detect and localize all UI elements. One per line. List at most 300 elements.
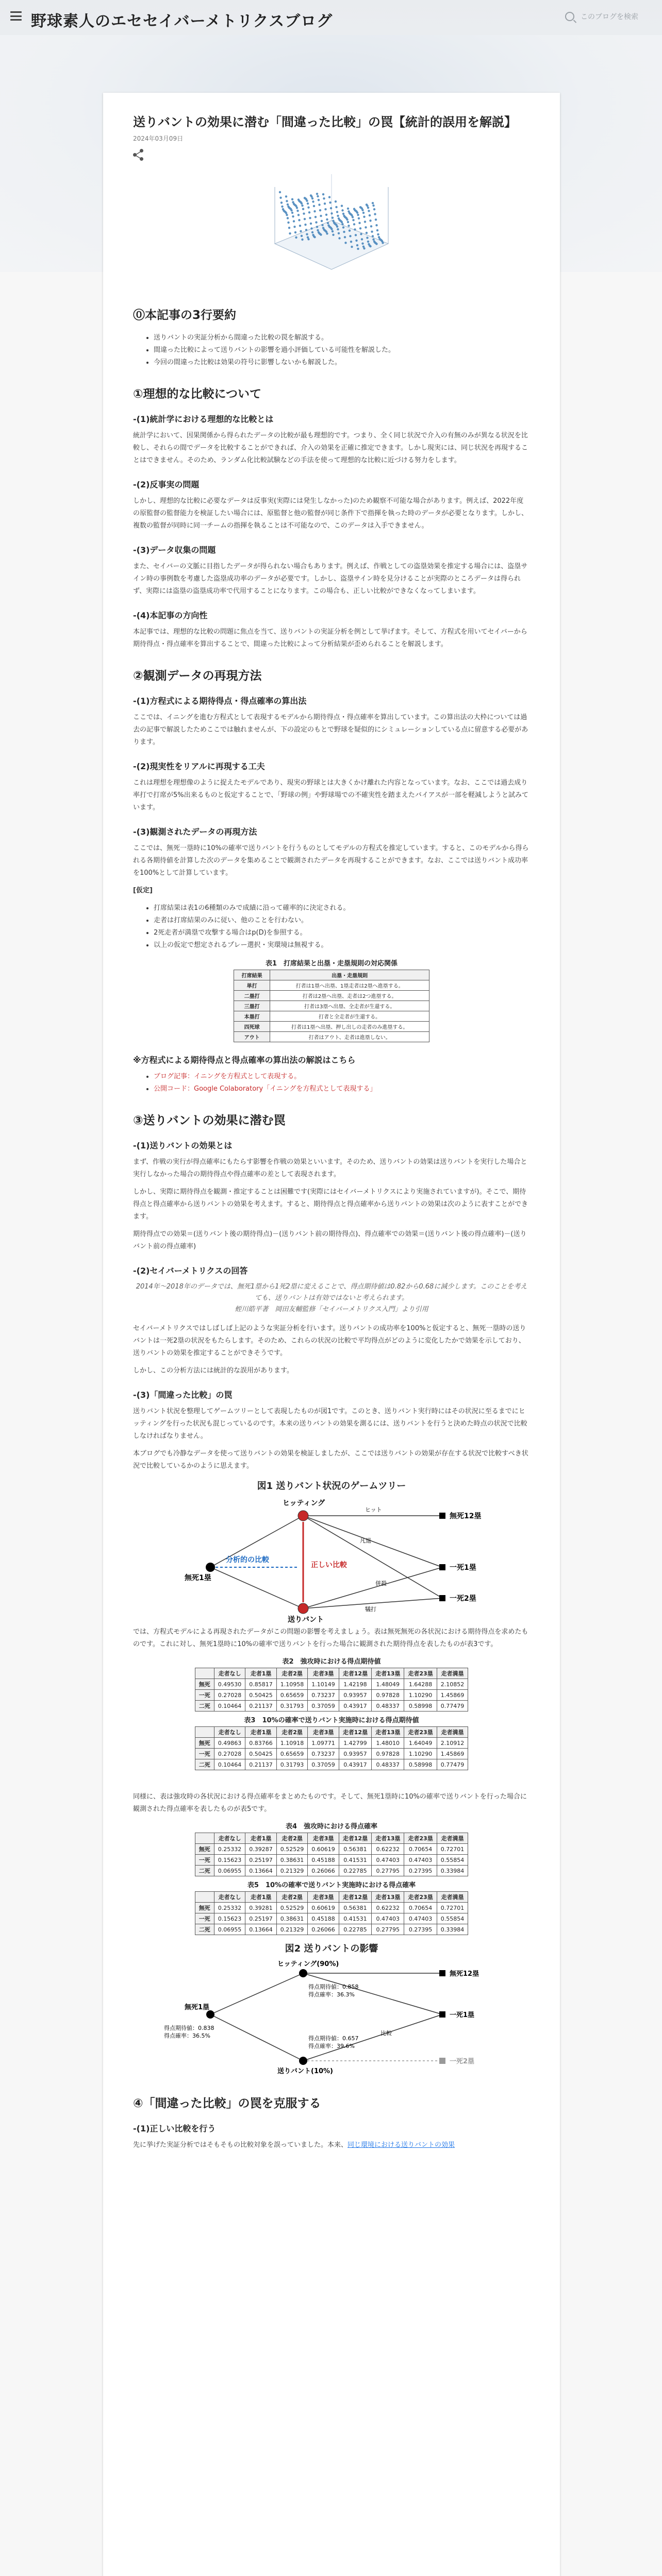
hero-dot xyxy=(310,227,312,229)
table-cell: 0.47403 xyxy=(404,1855,437,1866)
blog-title[interactable]: 野球素人のエセセイバーメトリクスブログ xyxy=(31,12,333,30)
table-cell: 1.42799 xyxy=(339,1738,371,1749)
hero-dot xyxy=(367,207,369,209)
hero-dot xyxy=(302,208,304,210)
table-cell: 1.42198 xyxy=(339,1679,371,1690)
table4 xyxy=(195,1833,468,1876)
hero-dot xyxy=(321,224,323,226)
fig1-n2: 一死1塁 xyxy=(450,1564,476,1572)
fig2-bunt-v1: 得点期待値：0.657 xyxy=(308,2035,359,2042)
table2 xyxy=(195,1668,468,1711)
table-row xyxy=(195,1866,468,1876)
hero-dot xyxy=(336,211,338,213)
hero-dot xyxy=(352,219,354,221)
fig1-n3: 一死2塁 xyxy=(450,1595,476,1603)
table-row xyxy=(195,1913,468,1924)
fig1-right: 正しい比較 xyxy=(311,1561,347,1569)
hero-dot xyxy=(356,244,358,246)
hero-dot xyxy=(335,206,337,208)
table-header: 走者満塁 xyxy=(437,1892,468,1903)
hero-dot xyxy=(318,204,320,206)
figure2 xyxy=(133,1958,530,2078)
hero-dot xyxy=(297,214,300,216)
hero-dot xyxy=(316,193,318,195)
table-cell: 0.37059 xyxy=(308,1759,339,1770)
hero-dot xyxy=(307,238,309,240)
list-item: • 走者は打席結果のみに従い、他のことを行わない。 xyxy=(154,914,530,927)
table-cell: 0.58998 xyxy=(404,1759,437,1770)
hero-dot xyxy=(347,225,350,227)
table-cell: 0.39287 xyxy=(245,1844,277,1855)
fig1-edge-out: 凡退 xyxy=(360,1537,371,1544)
hero-dot xyxy=(369,214,371,216)
table-cell: 0.37059 xyxy=(308,1701,339,1711)
table-cell: 本塁打 xyxy=(234,1011,270,1022)
table-header: 走者12塁 xyxy=(339,1892,371,1903)
table-cell: 0.50425 xyxy=(245,1690,277,1701)
table1-caption: 表1 打席結果と出塁・走塁規則の対応関係 xyxy=(265,960,398,968)
hero-dot xyxy=(376,229,378,231)
table-cell: 四死球 xyxy=(234,1022,270,1032)
table-cell: アウト xyxy=(234,1032,270,1042)
fig1-edge-hit: ヒット xyxy=(365,1506,382,1513)
paragraph: では、方程式モデルによる再現されたデータがこの問題の影響を考えましょう。表は無死無死の各状況における期待得点を求めたものです。これに対し、無死1塁時に10%の確率で送りバントを行った場合に観測された期待得点を表したものが表3です。 xyxy=(133,1628,528,1648)
node-bunt xyxy=(298,1603,308,1614)
table-cell: 1.10290 xyxy=(404,1690,437,1701)
table-cell: 0.47403 xyxy=(372,1855,404,1866)
table3-caption: 表3 10%の確率で送りバント実施時における得点期待値 xyxy=(244,1717,419,1724)
subheading: -(1)統計学における理想的な比較とは xyxy=(133,414,274,424)
blog-link: ブログ記事：イニングを方程式として表現する。 xyxy=(154,1073,301,1080)
table-cell: 0.83766 xyxy=(245,1738,277,1749)
table-header xyxy=(195,1727,214,1738)
list-item: • 打席結果は表1の6種類のみで成績に沿って確率的に決定される。 xyxy=(154,902,530,914)
hero-dot xyxy=(286,214,288,216)
table-cell: 0.31793 xyxy=(276,1701,308,1711)
paragraph: 本記事では、理想的な比較の問題に焦点を当て、送りバントの実証分析を例として挙げます。そして、方程式を用いてセイバーから期待得点・得点確率を算出することで、間違った比較によって分析結果が歪められることを解説します。 xyxy=(133,628,527,648)
table-cell: 0.56381 xyxy=(339,1844,371,1855)
table-cell: 0.33984 xyxy=(437,1866,468,1876)
hero-dot xyxy=(346,218,348,221)
hero-dot xyxy=(341,223,343,225)
table-cell: 0.65659 xyxy=(276,1690,308,1701)
post-card xyxy=(103,93,560,2576)
hero-dot xyxy=(285,212,287,214)
table-cell: 0.26066 xyxy=(308,1924,339,1935)
table-cell: 0.58998 xyxy=(404,1701,437,1711)
share-icon[interactable] xyxy=(133,149,145,161)
table-cell: 0.77479 xyxy=(437,1759,468,1770)
summary-list xyxy=(133,332,530,369)
table-row xyxy=(195,1855,468,1866)
table-header: 走者23塁 xyxy=(404,1668,437,1679)
hero-dot xyxy=(351,246,353,248)
hero-dot xyxy=(306,200,308,202)
hero-dot xyxy=(332,230,334,232)
hero-dot xyxy=(357,214,359,216)
paragraph: 期待得点での効果＝(送りバント後の期待得点)－(送りバント前の期待得点)、得点確率での効果＝(送りバント後の得点確率)－(送りバント前の得点確率) xyxy=(133,1230,527,1250)
hero-dot xyxy=(296,207,298,209)
table-header xyxy=(195,1892,214,1903)
table-cell: 0.26066 xyxy=(308,1866,339,1876)
table-cell: 0.47403 xyxy=(404,1913,437,1924)
node-hit xyxy=(298,1511,308,1521)
hero-dot xyxy=(289,232,291,234)
table-header: 走者2塁 xyxy=(276,1727,308,1738)
table-cell: 0.43917 xyxy=(339,1759,371,1770)
hero-dot xyxy=(295,236,297,239)
table-cell: 0.10464 xyxy=(214,1701,245,1711)
hero-dot xyxy=(350,241,352,243)
section-ideal-comparison-heading: ①理想的な比較について xyxy=(133,387,262,401)
hero-dot xyxy=(288,227,290,229)
paragraph: 送りバント状況を整理してゲームツリーとして表現したものが図1です。このとき、送りバント実行時にはその状況に至るまでにヒッティングを行った状況も混じっているのです。本来の送りバントの効果を測るには、送りバントを行うと決めた時点の状況で比較しなければなりません。 xyxy=(133,1408,527,1440)
hero-dot xyxy=(358,222,360,224)
table-header: 走者13塁 xyxy=(372,1892,404,1903)
table-header: 走者1塁 xyxy=(245,1892,277,1903)
table-cell: 二死 xyxy=(195,1759,214,1770)
table-row xyxy=(195,1679,468,1690)
table-cell: 0.27795 xyxy=(372,1866,404,1876)
table-cell: 1.09771 xyxy=(308,1738,339,1749)
hero-dot xyxy=(332,216,334,218)
paragraph: これは理想を理想像のように捉えたモデルであり、現実の野球とは大きくかけ離れた内容となっています。なお、ここでは過去成り率打で打席が5%出来るものと仮定することで、「野球の例」や野球場での不確実性を踏まえたバイアスが一部を軽減しようと試みています。 xyxy=(133,779,528,811)
subheading: -(2)セイバーメトリクスの回答 xyxy=(133,1266,248,1276)
subheading: -(3)観測されたデータの再現方法 xyxy=(133,827,257,837)
table-cell: 1.10149 xyxy=(308,1679,339,1690)
fig1-edge-sac: 犠打 xyxy=(365,1606,376,1613)
table-cell: 0.31793 xyxy=(276,1759,308,1770)
table-header: 走者1塁 xyxy=(245,1727,277,1738)
hero-dot xyxy=(347,221,349,223)
hero-dot xyxy=(360,233,362,235)
hero-dot xyxy=(326,218,328,221)
paragraph xyxy=(133,2139,530,2151)
hero-dot xyxy=(319,209,321,211)
subheading: -(2)現実性をリアルに再現する工夫 xyxy=(133,761,265,771)
hero-dot xyxy=(367,241,369,243)
quote xyxy=(133,1281,530,1315)
hero-dot xyxy=(359,227,361,229)
figure2-title: 図2 送りバントの影響 xyxy=(285,1943,378,1954)
hero-dot xyxy=(325,214,327,216)
hero-dot xyxy=(355,234,357,236)
fig2-n1: 無死12塁 xyxy=(450,1970,479,1978)
inline-link[interactable]: 同じ環境における送りバントの効果 xyxy=(347,2141,455,2149)
paragraph: 同様に、表は強攻時の各状況における得点確率をまとめたものです。そして、無死1塁時に10%の確率で送りバントを行った場合に観測された得点確率を表したものが表5です。 xyxy=(133,1793,527,1813)
list-item[interactable] xyxy=(154,1083,530,1095)
top-bar xyxy=(0,0,662,35)
table-cell: 0.97828 xyxy=(372,1690,404,1701)
table-cell: 0.06955 xyxy=(214,1866,245,1876)
table-cell: 0.62232 xyxy=(372,1903,404,1913)
table-header: 走者23塁 xyxy=(404,1892,437,1903)
table-header: 走者なし xyxy=(214,1892,245,1903)
hero-dot xyxy=(291,212,293,214)
table-cell: 0.13664 xyxy=(245,1924,277,1935)
fig1-wrong: 分析的の比較 xyxy=(226,1556,269,1564)
hero-dot xyxy=(332,234,334,236)
fig2-bunt-v2: 得点確率：39.6% xyxy=(308,2043,355,2049)
hero-dot xyxy=(337,228,339,230)
hero-dot xyxy=(311,231,313,233)
table-header: 走者12塁 xyxy=(339,1833,371,1844)
table-row xyxy=(234,1001,429,1011)
hero-dot xyxy=(347,208,349,210)
hero-dot xyxy=(279,191,281,193)
hero-dot xyxy=(320,215,322,217)
hero-dot xyxy=(324,202,326,205)
table-cell: 0.43917 xyxy=(339,1701,371,1711)
table-cell: 0.93957 xyxy=(339,1749,371,1759)
table-cell: 1.10958 xyxy=(276,1679,308,1690)
hero-dot xyxy=(362,212,365,214)
hero-dot xyxy=(326,232,328,234)
hero-dot xyxy=(308,211,310,213)
table-header: 走者満塁 xyxy=(437,1727,468,1738)
hero-dot xyxy=(382,242,384,244)
hero-dot xyxy=(342,213,344,215)
list-item: • 送りバントの実証分析から間違った比較の罠を解説する。 xyxy=(154,332,530,344)
table-cell: 0.22785 xyxy=(339,1924,371,1935)
table-cell: 0.13664 xyxy=(245,1866,277,1876)
hero-dot xyxy=(301,202,303,205)
table-header xyxy=(195,1833,214,1844)
table-cell: 0.48337 xyxy=(372,1759,404,1770)
subheading: -(3)データ収集の問題 xyxy=(133,545,216,555)
table-header: 走者3塁 xyxy=(308,1668,339,1679)
table-header: 走者13塁 xyxy=(372,1727,404,1738)
table-cell: 一死 xyxy=(195,1855,214,1866)
table-cell: 打者は1塁へ出塁、1塁走者は2塁へ進塁する。 xyxy=(270,980,429,991)
search-placeholder[interactable]: このブログを検索 xyxy=(581,13,638,21)
table-row xyxy=(195,1759,468,1770)
table-cell: 2.10912 xyxy=(437,1738,468,1749)
hero-dot xyxy=(315,216,317,218)
table-cell: 0.21329 xyxy=(276,1924,308,1935)
hero-dot xyxy=(358,217,360,219)
node-n3 xyxy=(439,1595,445,1601)
table-cell: 0.48337 xyxy=(372,1701,404,1711)
table-cell: 0.55854 xyxy=(437,1855,468,1866)
table3 xyxy=(195,1726,468,1770)
hero-dot xyxy=(298,219,300,221)
search-icon[interactable] xyxy=(565,12,574,21)
table-cell: 一死 xyxy=(195,1749,214,1759)
table-cell: 0.25197 xyxy=(245,1913,277,1924)
hero-dot xyxy=(306,233,308,235)
table-cell: 1.45869 xyxy=(437,1690,468,1701)
hero-dot xyxy=(352,216,354,218)
paragraph: しかし、実際に期待得点を観測・推定することは困難です(実際にはセイバーメトリクスにより実施されていますが)。そこで、期待得点と得点確率から送りバントの効果を考えます。すると、期待得点と得点確率から送りバントの効果は次のように表すことができます。 xyxy=(133,1188,528,1221)
table-cell: 0.72701 xyxy=(437,1844,468,1855)
hero-dot xyxy=(313,210,316,212)
hero-dot xyxy=(338,237,340,239)
list-item: • 今回の間違った比較は効果の符号に影響しないかも解説した。 xyxy=(154,357,530,369)
hero-dot xyxy=(372,239,374,241)
list-item: • 以上の仮定で想定されるプレー選択・実環境は無視する。 xyxy=(154,939,530,952)
fig2-hit-v1: 得点期待値：0.858 xyxy=(308,1984,359,1990)
table-cell: 三塁打 xyxy=(234,1001,270,1011)
quote-source: 蛭川皓平著 岡田友輔監修「セイバーメトリクス入門」より引用 xyxy=(235,1306,428,1313)
hero-dot xyxy=(357,248,359,250)
hero-dot xyxy=(361,243,363,245)
table-header: 走者なし xyxy=(214,1727,245,1738)
hero-dot xyxy=(318,199,320,201)
hero-dot xyxy=(342,226,344,228)
hero-dot xyxy=(375,218,377,221)
fig2-hit: ヒッティング(90%) xyxy=(277,1960,339,1968)
table-cell: 無死 xyxy=(195,1679,214,1690)
table-cell: 0.97828 xyxy=(372,1749,404,1759)
table-header: 走者1塁 xyxy=(245,1668,277,1679)
hero-dot xyxy=(304,218,306,220)
section-reproduction-heading: ②観測データの再現方法 xyxy=(133,669,262,683)
hero-dot xyxy=(287,222,289,224)
table-cell: 二死 xyxy=(195,1924,214,1935)
hero-dot xyxy=(280,201,283,204)
post-date: 2024年03月09日 xyxy=(133,135,184,142)
fig1-hit: ヒッティング xyxy=(283,1499,325,1507)
node-start xyxy=(206,1563,215,1572)
table-cell: 二死 xyxy=(195,1701,214,1711)
table-header: 走者満塁 xyxy=(437,1833,468,1844)
hero-dot xyxy=(341,205,343,207)
paragraph: 本ブログでも冷静なデータを使って送りバントの効果を検証しましたが、ここでは送りバントの効果が存在する状況で比較すべき状況で比較しているかのように思えます。 xyxy=(133,1450,528,1470)
fig2-bunt: 送りバント(10%) xyxy=(277,2067,333,2075)
table-cell: 0.50425 xyxy=(245,1749,277,1759)
table-cell: 0.73237 xyxy=(308,1690,339,1701)
post-body xyxy=(133,113,530,2157)
table-cell: 0.25332 xyxy=(214,1844,245,1855)
hero-dot xyxy=(373,208,375,210)
hero-dot xyxy=(356,212,358,214)
table-cell: 一死 xyxy=(195,1913,214,1924)
paragraph: また、セイバーの文脈に目指したデータが得られない場合もあります。例えば、作戦としての盗塁効果を推定する場合には、盗塁サイン時の事例数を考慮した盗塁成功率のデータが必要です。しかし、盗塁サイン時を見分けることが実際のところデータは得られず、実際には盗塁の盗塁成功率で代用することになります。この場合も、正しい比較ができなくなってしまいます。 xyxy=(133,563,528,595)
table-cell: 0.52529 xyxy=(276,1903,308,1913)
table-cell: 0.21137 xyxy=(245,1701,277,1711)
table-row xyxy=(234,1022,429,1032)
table-cell: 0.41531 xyxy=(339,1913,371,1924)
table-row xyxy=(195,1844,468,1855)
table-cell: 0.49530 xyxy=(214,1679,245,1690)
fig1-bunt: 送りバント xyxy=(288,1616,324,1624)
table-cell: 0.33984 xyxy=(437,1924,468,1935)
hero-dot xyxy=(293,220,295,222)
subheading: -(1)送りバントの効果とは xyxy=(133,1141,233,1150)
table-cell: 0.56381 xyxy=(339,1903,371,1913)
hero-dot xyxy=(292,215,294,217)
table-cell: 0.22785 xyxy=(339,1866,371,1876)
table-cell: 0.73237 xyxy=(308,1749,339,1759)
hero-dot xyxy=(371,230,373,232)
table-header: 走者12塁 xyxy=(339,1668,371,1679)
hero-dot xyxy=(291,198,293,200)
table-row xyxy=(195,1738,468,1749)
link-list xyxy=(133,1071,530,1095)
hero-dot xyxy=(353,223,355,225)
table-cell: 0.21329 xyxy=(276,1866,308,1876)
hero-dot xyxy=(293,226,295,228)
hero-dot xyxy=(375,243,377,245)
subheading: -(4)本記事の方向性 xyxy=(133,611,208,620)
hero-dot xyxy=(281,206,283,208)
paragraph: しかし、理想的な比較に必要なデータは反事実(実際には発生しなかった)のため観察不可能な場合があります。例えば、2022年度の原監督の監督能力を検証したい場合には、原監督と他の監督が同じ条件下で指揮を執った時のデータが必要となります。しかし、複数の監督が同時に同一チームの指揮を執ることは不可能なので、このデータは入手できません。 xyxy=(133,497,528,530)
list-item[interactable] xyxy=(154,1071,530,1083)
post-title: 送りバントの効果に潜む「間違った比較」の罠【統計的誤用を解説】 xyxy=(133,115,517,129)
hero-dot xyxy=(375,224,377,226)
hero-dot xyxy=(349,229,351,231)
subheading: ※方程式による期待得点と得点確率の算出法の解説はこちら xyxy=(133,1055,356,1065)
hero-dot xyxy=(304,224,306,226)
table-cell: 0.72701 xyxy=(437,1903,468,1913)
fig2-compare: 比較 xyxy=(380,2030,392,2037)
fig2-start-v1: 得点期待値：0.838 xyxy=(164,2025,214,2031)
table-cell: 打者はアウト、走者は進塁しない。 xyxy=(270,1032,429,1042)
hero-dot xyxy=(287,204,289,206)
hero-dot xyxy=(303,212,305,214)
table-cell: 0.49863 xyxy=(214,1738,245,1749)
search-box[interactable] xyxy=(565,11,638,22)
hero-dot xyxy=(337,215,339,217)
table-cell: 0.10464 xyxy=(214,1759,245,1770)
table-cell: 0.45188 xyxy=(308,1913,339,1924)
table-cell: 0.70654 xyxy=(404,1844,437,1855)
node-n1 xyxy=(439,1513,445,1519)
table-header: 走者13塁 xyxy=(372,1668,404,1679)
table-row xyxy=(195,1903,468,1913)
hero-dot xyxy=(370,225,372,227)
table-header: 走者23塁 xyxy=(404,1833,437,1844)
assumption-list xyxy=(133,902,530,952)
paragraph: ここでは、イニングを進む方程式として表現するモデルから期待得点・得点確率を算出しています。この算出法の大枠については過去の記事で解説したためここでは触れませんが、下の設定のもとで野球を疑似的にシミュレーションしている点に留意する必要があります。 xyxy=(133,714,528,746)
table-cell: 打者と全走者が生還する。 xyxy=(270,1011,429,1022)
table-cell: 1.45869 xyxy=(437,1749,468,1759)
hero-dot xyxy=(316,226,318,228)
table-row xyxy=(234,991,429,1001)
hero-dot xyxy=(361,238,363,240)
hero-dot xyxy=(313,236,316,238)
hero-dot xyxy=(312,200,314,202)
fig2-hit-v2: 得点確率：36.3% xyxy=(308,1991,355,1998)
table-cell: 0.06955 xyxy=(214,1924,245,1935)
menu-icon[interactable] xyxy=(10,11,22,21)
hero-dot xyxy=(354,228,356,230)
table-cell: 0.55854 xyxy=(437,1913,468,1924)
hero-dot xyxy=(343,231,345,233)
hero-dot xyxy=(294,231,296,233)
table-cell: 単打 xyxy=(234,980,270,991)
list-item: • 2死走者が満塁で攻撃する場合はp(D)を参照する。 xyxy=(154,927,530,939)
hero-dot xyxy=(299,225,301,227)
assumption-label: [仮定] xyxy=(133,887,153,894)
hero-dot xyxy=(372,202,374,204)
hero-dot xyxy=(307,202,309,205)
table-cell: 0.27028 xyxy=(214,1690,245,1701)
table1 xyxy=(234,970,429,1042)
hero-dot xyxy=(317,195,319,197)
hero-dot xyxy=(349,235,351,237)
table-cell: 無死 xyxy=(195,1903,214,1913)
table-cell: 無死 xyxy=(195,1844,214,1855)
hero-dot xyxy=(363,247,365,249)
hero-dot xyxy=(311,197,313,199)
hero-dot xyxy=(366,232,368,234)
table-cell: 0.52529 xyxy=(276,1844,308,1855)
table-header: 走者23塁 xyxy=(404,1727,437,1738)
hero-dot xyxy=(286,200,288,202)
table-row xyxy=(234,1032,429,1042)
